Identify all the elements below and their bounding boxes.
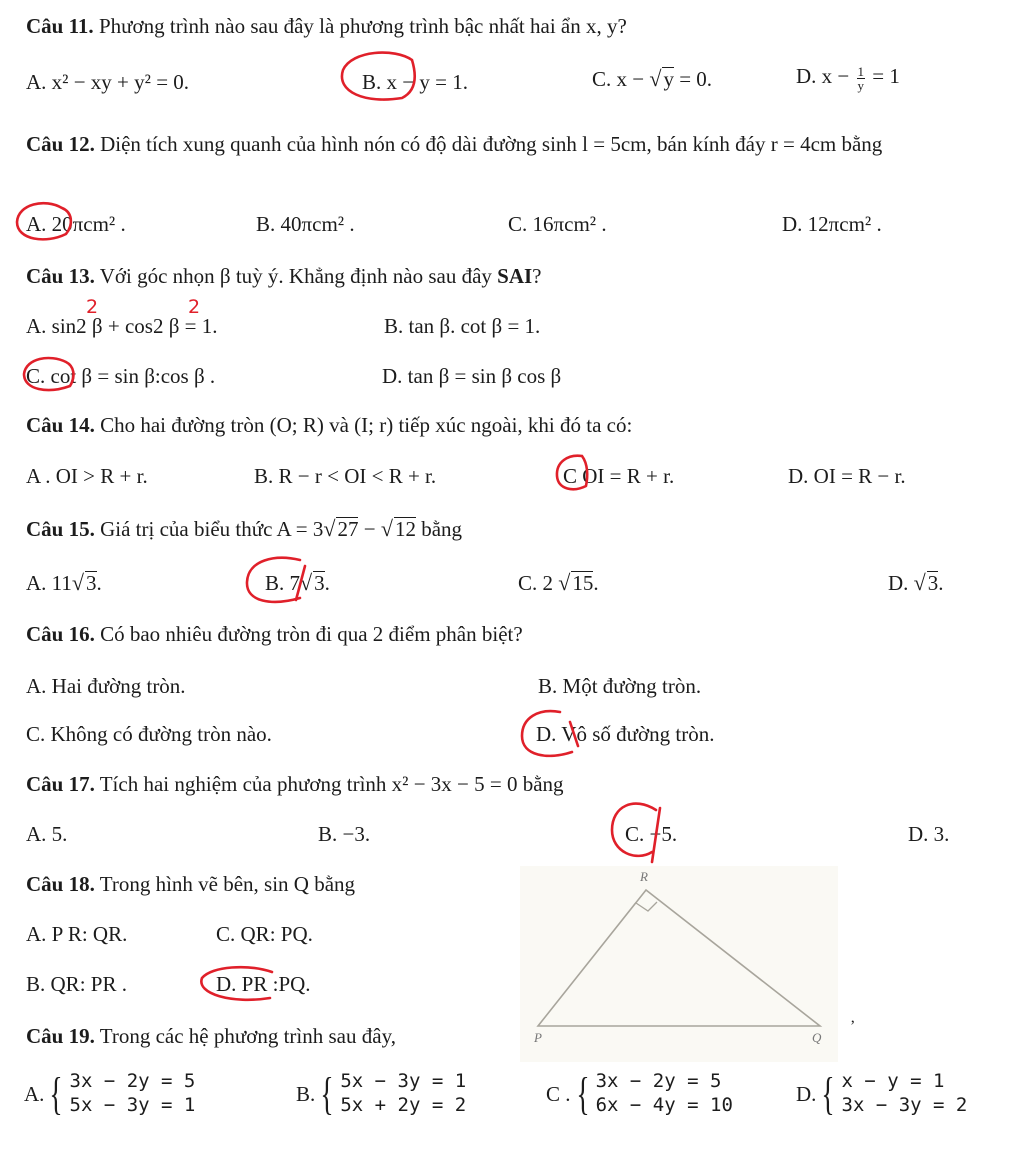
option-11-c[interactable]: C. x − √y = 0.: [592, 66, 713, 91]
option-13-c[interactable]: C. cot β = sin β:cos β .: [26, 364, 216, 388]
question-11: [26, 14, 627, 38]
option-17-d[interactable]: D. 3.: [908, 822, 950, 846]
option-17-b[interactable]: B. −3.: [318, 822, 371, 846]
vertex-q-label: Q: [812, 1030, 822, 1045]
triangle-figure: [520, 866, 838, 1062]
question-18: [26, 872, 355, 896]
option-11-b[interactable]: B. x − y = 1.: [362, 70, 468, 94]
brace: {: [320, 1067, 334, 1119]
brace: {: [821, 1067, 836, 1119]
question-text: Diện tích xung quanh của hình nón có độ dài đường sinh l = 5cm, bán kính đáy r = 4cm bằng: [100, 132, 883, 156]
vertex-r-label: R: [640, 869, 648, 884]
option-14-d[interactable]: D. OI = R − r.: [788, 464, 906, 488]
option-12-c[interactable]: C. 16πcm² .: [508, 212, 607, 236]
question-19: [26, 1024, 396, 1048]
option-11-a[interactable]: A. x² − xy + y² = 0.: [26, 70, 190, 94]
question-number: Câu 12.: [26, 132, 95, 156]
option-19-d[interactable]: D. { x − y = 1 3x − 3y = 2: [796, 1067, 968, 1119]
question-15: Câu 15. Giá trị của biểu thức A = 3√27 − √12 bằng: [26, 516, 463, 541]
option-11-d[interactable]: D. x − $\frac{1}{y}$ = 1: [796, 63, 900, 93]
option-15-b[interactable]: B. 7√3.: [265, 570, 330, 595]
question-number: Câu 11.: [26, 14, 94, 38]
option-18-b[interactable]: B. QR: PR .: [26, 972, 127, 996]
option-12-a[interactable]: A. 20πcm² .: [26, 212, 126, 236]
option-13-d[interactable]: D. tan β = sin β cos β: [382, 364, 562, 388]
option-19-a[interactable]: A. { 3x − 2y = 5 5x − 3y = 1: [24, 1067, 196, 1119]
question-13: Câu 13. Với góc nhọn β tuỳ ý. Khẳng định nào sau đây SAI?: [26, 264, 542, 288]
option-19-b[interactable]: B. { 5x − 3y = 1 5x + 2y = 2: [296, 1067, 467, 1119]
handwritten-2: 2: [86, 296, 99, 318]
question-number: Câu 17.: [26, 772, 95, 796]
brace: {: [49, 1067, 64, 1119]
option-13-b[interactable]: B. tan β. cot β = 1.: [384, 314, 541, 338]
triangle-diagram: [520, 866, 838, 1062]
figure-mark: ’: [850, 1018, 856, 1035]
option-14-c[interactable]: C OI = R + r.: [563, 464, 675, 488]
option-18-c[interactable]: C. QR: PQ.: [216, 922, 313, 946]
option-12-d[interactable]: D. 12πcm² .: [782, 212, 882, 236]
option-14-a[interactable]: A . OI > R + r.: [26, 464, 148, 488]
question-number: Câu 13.: [26, 264, 95, 288]
question-number: Câu 16.: [26, 622, 95, 646]
question-17: Câu 17. Tích hai nghiệm của phương trình x² − 3x − 5 = 0 bằng: [26, 772, 564, 796]
option-15-d[interactable]: D. √3.: [888, 570, 944, 595]
option-17-a[interactable]: A. 5.: [26, 822, 68, 846]
fraction: $\frac{1}{y}$: [857, 63, 865, 93]
question-number: Câu 19.: [26, 1024, 95, 1048]
brace: {: [575, 1067, 590, 1119]
question-text: Trong hình vẽ bên, sin Q bằng: [99, 872, 356, 896]
question-16: [26, 622, 523, 646]
option-17-c[interactable]: C. −5.: [625, 822, 678, 846]
question-text: Phương trình nào sau đây là phương trình bậc nhất hai ẩn x, y?: [98, 14, 627, 38]
option-15-a[interactable]: A. 11√3.: [26, 570, 102, 595]
vertex-p-label: P: [534, 1030, 542, 1045]
option-18-d[interactable]: D. PR :PQ.: [216, 972, 311, 996]
option-19-c[interactable]: C . { 3x − 2y = 5 6x − 4y = 10: [546, 1067, 733, 1119]
question-number: Câu 18.: [26, 872, 95, 896]
option-16-d[interactable]: D. Vô số đường tròn.: [536, 722, 715, 746]
option-16-a[interactable]: A. Hai đường tròn.: [26, 674, 186, 698]
question-text: Có bao nhiêu đường tròn đi qua 2 điểm phân biệt?: [100, 622, 523, 646]
question-number: Câu 15.: [26, 517, 95, 541]
option-18-a[interactable]: A. P R: QR.: [26, 922, 128, 946]
option-16-b[interactable]: B. Một đường tròn.: [538, 674, 702, 698]
equation: x² − 3x − 5 = 0: [391, 772, 518, 796]
emphasis-sai: SAI: [497, 264, 533, 288]
question-12: [26, 132, 1012, 156]
handwritten-2: 2: [188, 296, 201, 318]
option-14-b[interactable]: B. R − r < OI < R + r.: [254, 464, 437, 488]
question-text: Trong các hệ phương trình sau đây,: [99, 1024, 396, 1048]
question-number: Câu 14.: [26, 413, 95, 437]
question-text: Cho hai đường tròn (O; R) và (I; r) tiếp xúc ngoài, khi đó ta có:: [100, 413, 633, 437]
option-15-c[interactable]: C. 2 √15.: [518, 570, 599, 595]
option-16-c[interactable]: C. Không có đường tròn nào.: [26, 722, 272, 746]
question-14: [26, 413, 632, 437]
option-12-b[interactable]: B. 40πcm² .: [256, 212, 355, 236]
option-13-a[interactable]: A. sin2 β + cos2 β = 1.: [26, 314, 218, 338]
